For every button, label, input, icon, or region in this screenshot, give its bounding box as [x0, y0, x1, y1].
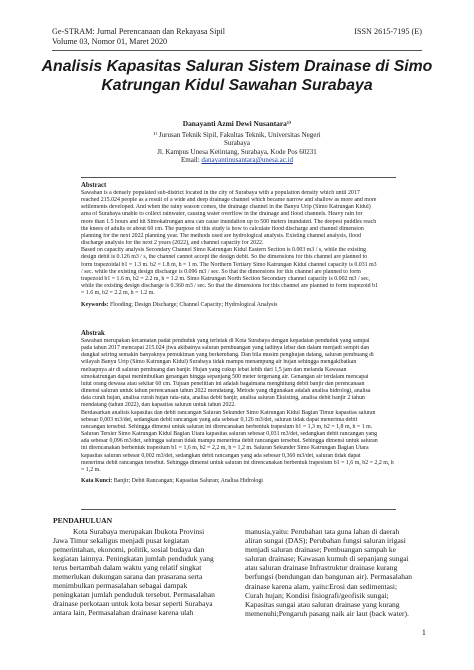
intro-left-line: antara lain, Permasalahan drainase karena ulah [53, 608, 194, 618]
author-name: Danayanti Azmi Dewi Nusantara¹⁾ [182, 119, 292, 128]
abstract-en-line: design debit is 0.126 m3 / s, the channel cannot accept the design debit. So the dimensions for this channel are planned to [81, 254, 368, 261]
abstract-id-line: Sawahan merupakan kecamatan padat penduduk yang terletak di Kota Surabaya dengan kepadatan penduduk yang sampai [81, 338, 370, 344]
volume-info: Volume 03, Nomor 01, Maret 2020 [52, 37, 168, 46]
abstract-en-line: planning for the next 2022 planning year. The methods used are hydrological analysis. Existing channel analysis, flood [81, 232, 362, 239]
abstract-en-line: settlements developed. And when the rainy season comes, the drainage channel in the Banyu Urip (Simo Katrungan Kidul) [81, 204, 371, 211]
abstract-id-text [81, 338, 396, 474]
intro-heading: PENDAHULUAN [53, 516, 113, 525]
abstract-en-line: discharge analysis for the next 2 years (2022), and channel capacity for 2022. [81, 240, 264, 247]
abstract-id-line: mendatang (tahun 2022), dan kapasitas saluran untuk tahun 2022. [81, 402, 236, 409]
intro-left-line: Jawa Timur sekaligus menjadi pusat kegiatan [53, 535, 190, 545]
intro-right-text [245, 527, 423, 618]
abstract-id-line: Saluran Tersier Simo Katrungan Kidul Bagian Utara kapasitas saluran sebesar 0,031 m3/det, sedangkan debit rancangan yang [81, 431, 378, 438]
abstract-id-line: rancangan tersebut. Sehingga dimensi untuk saluran ini direncanakan berbentuk trapesium b1 = 1,3 m, b2 = 1,8 m, h = 1 m. [81, 423, 373, 430]
abstract-id-line: meluapnya air di saluran pembuang dan banjir. Hujan yang cukup lebat lebih dari 1,5 jam dan melanda Kawasan [81, 366, 347, 373]
abstract-en-line: Sawahan is a densely populated sub-district located in the city of Surabaya with a population density which until 2017 [81, 190, 360, 196]
abstract-en-line: while the existing design discharge is 0.360 m3 / sec. So that the dimensions for this channel are planned to form trapezoid b1 [81, 283, 378, 290]
keywords-id-label: Kata Kunci: [81, 477, 113, 484]
intro-right-line: Curah hujan; Kondisi fisiografi/geofisik sungai; [245, 590, 389, 600]
intro-right-line: atau saluran drainase Infrastruktur drainase kurang [245, 563, 398, 573]
intro-left-line: peningkatan jumlah penduduk tersebut. Permasalahan [53, 590, 215, 600]
abstract-top-rule [81, 177, 396, 178]
intro-left-line: drainase perkotaan untuk kota besar seperti Surabaya [53, 599, 213, 609]
abstract-id-line: kapasitas saluran sebesar 0,002 m3/det, sedangkan debit rancangan yang ada sebesar 0,360 m3/det, saluran tidak dapat [81, 452, 361, 459]
abstract-en-line: form trapezoidal b1 = 1.3 m. b2 = 1.8 m, h = 1 m. The Northern Tertiary Simo Katrungan Kidul channel capacity is 0.031 m3 [81, 261, 377, 268]
keywords-id [81, 478, 396, 485]
abstract-id-line: ini direncanakan berbentuk trapesium b1 = 1,6 m, b2 = 2,2 m, h = 1,2 m. Saluran Sekunder Simo Katrungan Bagian Utara [81, 445, 369, 452]
abstract-en-line: reached 215.024 people as a result of a wide and deep drainage channel which became narrow and shallow as more and more [81, 197, 377, 204]
intro-right-line: menjadi saluran drainase; Pembuangan sampah ke [245, 545, 396, 555]
intro-left-text [53, 527, 231, 618]
abstract-id-line: lutut orang dewasa atau sekitar 60 cm. Tujuan penelitian ini adalah bagaimana menghitung debit banjir dan perencanaan [81, 380, 365, 387]
intro-right-line: berfungsi (bendungan dan bangunan air). Permasalahan [245, 572, 413, 582]
abstract-en-line: more than 1.5 hours and hit Simokatrungan area can cause inundation up to 500 meters inundated. The deepest puddles reach [81, 218, 377, 225]
abstract-id-heading: Abstrak [81, 330, 105, 337]
abstract-id-line: ada sebesar 0,096 m3/det, sehingga saluran tidak mampu menerima debit rancangan tersebut. Sehingga dimensi untuk saluran [81, 438, 378, 445]
abstract-id-line: wilayah Banyu Urip (Simo Katrungan Kidul) Surabaya tidak mampu menampung air hujan sehingga mengakibatkan [81, 359, 357, 366]
issn: ISSN 2615-7195 (E) [354, 27, 422, 36]
abstract-section [81, 177, 396, 547]
keywords-id-values: Banjir; Debit Rancangan; Kapasitas Saluran; Analisa Hidrologi [113, 477, 263, 484]
intro-left-line: pemerintahan, ekonomi, politik, sosial budaya dan [53, 544, 205, 554]
intro-right-column [245, 527, 423, 618]
intro-left-line: Kota Surabaya merupakan Ibukota Provinsi [73, 526, 205, 536]
journal-header [52, 27, 422, 47]
intro-left-line: memerlukan dukungan sarana dan prasarana serta [53, 572, 203, 582]
intro-right-line: aliran sungai (DAS); Perubahan fungsi saluran irigasi [245, 536, 406, 546]
abstract-en-line: area of Surabaya unable to collect rainwater, causing water overflow in the drainage and flood channels. Heavy rain for [81, 211, 363, 218]
abstract-id-line: sebesar 0,003 m3/det, sedangkan debit rancangan yang ada sebesar 0,126 m3/det, saluran tidak dapat menerima debit [81, 416, 358, 423]
email-label: Email: [181, 156, 200, 165]
title-line-2: Katrungan Kidul Sawahan Surabaya [101, 77, 373, 94]
intro-right-line: manusia,yaitu: Perubahan tata guna lahan di daerah [245, 527, 400, 536]
keywords-en-values: Flooding; Design Discharge; Channel Capacity; Hydrological Analysis [109, 302, 278, 309]
paper-title [40, 57, 434, 95]
journal-name: Ge-STRAM: Jurnal Perencanaan dan Rekayasa Sipil [52, 27, 226, 36]
intro-left-column [53, 516, 231, 618]
intro-right-line: saluran drainase; Kawasan kumuh di sepanjang sungai [245, 554, 409, 564]
address: Jl. Kampus Unesa Ketintang, Surabaya, Kode Pos 60231 [157, 147, 317, 156]
email-row [100, 156, 374, 165]
intro-right-line: Kapasitas sungai atau saluran drainase yang kurang [245, 599, 400, 609]
keywords-en [81, 302, 396, 309]
abstract-id-line: simokatrungan dapat menimbulkan genangan hingga sepanjang 500 meter tergenang air. Genangan air terdalam mencapai [81, 373, 369, 380]
abstract-id-line: data curah hujan, analisa curah hujan rata-rata, analisa debit banjir, analisa saluran Eksisting, analisa debit banjir 2 tahun [81, 395, 365, 402]
email-link[interactable]: danayantinusantara@unesa.ac.id [201, 156, 293, 165]
abstract-id-line: dangkal seiring semakin banyaknya pemukiman yang berkembang. Dan bila musim penghujan datang, saluran pembuang di [81, 352, 374, 359]
intro-right-line: drainase karena alam, yaitu:Erosi dan sedimentasi; [245, 581, 398, 591]
affiliation-line-1: ¹⁾ Jurusan Teknik Sipil, Fakultas Teknik, Universitas Negeri [153, 130, 321, 139]
keywords-en-label: Keywords: [81, 302, 109, 309]
abstract-en-line: / sec. while the existing design discharge is 0.096 m3 / sec. So that the dimensions for this channel are planned to form [81, 268, 361, 275]
intro-left-line: kegiatan lainnya. Peningkatan jumlah penduduk yang [53, 553, 214, 563]
header-divider [52, 50, 422, 51]
intro-left-line: menimbulkan permasalahan sebagai dampak [53, 581, 188, 591]
abstract-en-line: Based on capacity analysis Secondary Channel Simo Katrungan Kidul Eastern Section is 0.003 m3 / s, while the existing [81, 247, 366, 254]
abstract-id-line: dimensi saluran untuk tahun perencanaan tahun 2022 mendatang. Metode yang digunakan adalah analisa hidrologi, analisa [81, 388, 371, 395]
abstract-en-heading: Abstract [81, 182, 107, 189]
abstract-id-line: pada tahun 2017 mencapai 215.024 jiwa akibatnya saluran pembuangan yang tadinya lebar dan dalam menjadi sempit dan [81, 345, 370, 352]
intro-right-line: memenuhi;Pengaruh pasang naik air laut (back water). [245, 608, 409, 618]
abstract-en-line: the knees of adults or about 60 cm. The purpose of this study is how to calculate flood discharge and channel dimension [81, 225, 364, 232]
abstract-id-line: menerima debit rancangan tersebut. Sehingga dimensi untuk saluran ini direncanakan berbentuk trapesium b1 = 1,6 m, b2 = 2,2 m, h [81, 459, 394, 466]
abstract-en-line: = 1.6 m, b2 = 2.2 m, h = 1.2 m. [81, 290, 155, 297]
author-block [100, 120, 374, 165]
page-number: 1 [421, 627, 426, 637]
abstract-id-line: Berdasarkan analisis kapasitas dan debit rancangan Saluran Sekunder Simo Katrungan Kidul Bagian Timur kapasitas saluran [81, 409, 376, 416]
title-line-1: Analisis Kapasitas Saluran Sistem Drainase di Simo [41, 58, 433, 75]
abstract-en-text [81, 190, 396, 297]
abstract-id-line: = 1,2 m. [81, 466, 101, 473]
intro-left-line: terus bertambah dalam waktu yang relatif singkat [53, 562, 202, 572]
abstract-en-line: trapezoid b1 = 1.6 m, b2 = 2.2 m, h = 1.2 m. Simo Katrungan North Section Secondary channel capacity is 0.002 m3 / sec, [81, 275, 371, 282]
affiliation-line-2: Surabaya [223, 139, 251, 148]
abstract-bottom-rule [81, 509, 396, 510]
